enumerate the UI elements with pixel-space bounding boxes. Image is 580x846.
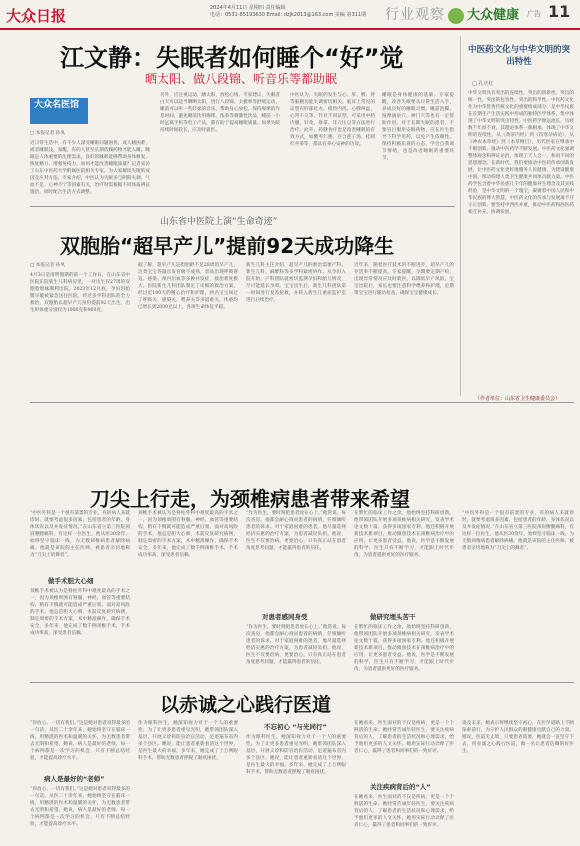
article4-body-col4: 在她看来，医生面对的不仅是疾病，更是一个个鲜活的生命。她经常告诫年轻医生，要关注疾病背后的人，了解患者的生活状况和心理需求，给予他们更多的人文关怀。她用实际行动诠释了医者仁心，赢得了患者和同事们的一致好评。 xyxy=(354,721,454,754)
article2-body-col3: 新生儿科主任介绍，超早产儿的救治需要产科、新生儿科、麻醉科等多学科紧密协作。从孕妇入院开始，产科团队就密切监测孕妇和胎儿情况，尽可能延长孕周。宝宝出生后，新生儿科团队第一时间进行复苏抢救，并转入新生儿重症监护室进行后续治疗。 xyxy=(246,263,346,303)
article3-body-col4: 在繁忙的临床工作之余，他始终坚持科研创新。他带领团队开展多项颈椎病相关研究，发表学术论文数十篇，获得多项国家专利。他还积极开展新技术新项目，推动微创技术在颈椎病治疗中的应用，让更多患者受益。他说，医学是不断发展的科学，医生只有不断学习，才能跟上时代步伐，为患者提供更好的医疗服务。 xyxy=(354,511,454,558)
article4-body-col2: 作为眼科医生，她深知视力对于一个人的重要性。为了让更多患者重见光明，她带领团队深入基层，开展义诊和防盲治盲活动，足迹遍布省内多个县区。她说，能让患者重新看清这个世界，是医生最大的幸福。多年来，她完成了上万例眼科手术，帮助无数患者摆脱了眼疾困扰。 xyxy=(138,721,238,761)
brand-logo-icon xyxy=(448,8,464,24)
article3-body-col1b: 颈椎手术被认为是脊柱外科中难度最高的手术之一，因为颈椎周围有脊髓、神经、血管等重要结构，稍有不慎就可能造成严重后果。面对高风险的手术，他总是胆大心细，术前反复研究病例，制定周密的手术方案，术中精准操作，确保手术安全。多年来，他完成了数千例颈椎手术，手术成功率高，深受患者信赖。 xyxy=(30,589,130,636)
ad-label: 广告 xyxy=(527,10,541,18)
column-divider xyxy=(460,36,461,396)
column-label: 大众名医馆 xyxy=(30,98,88,124)
article2-body-col1: 4月3日是清明假期的前一个工作日，在山东省中医院东院新生儿科病房里，一对出生仅27周的双胞胎姐妹顺利出院。2023年12月底，孕妇因胎膜早破被紧急送往医院，经过多学科团队的全力救治，双胞胎以超早产儿身份提前92天出生，出生时体重分别仅为1000克和960克。 xyxy=(30,273,130,313)
issue-info xyxy=(210,5,366,19)
article2-title: 双胞胎“超早产儿”提前92天成功降生 xyxy=(60,234,395,258)
brand xyxy=(448,4,519,24)
article3-body-col1: “中医外科是一个很有前景的专业，有的病人来就诊时，就要考虑很多因素，包括患者的年龄、身体状况以及并发症情况。”在山东省立第三医院颈肩腰腿痛科，有这样一位医生，他从医30余年，始终坚守临床一线，为无数颈椎病患者解除病痛。他就是该院的主任医师，被患者亲切地称为“刀尖上的舞者”。 xyxy=(30,511,130,558)
article3-subhead-3: 做研究埋头苦干 xyxy=(370,613,416,621)
article3-title: 刀尖上行走，为颈椎病患者带来希望 xyxy=(90,487,410,511)
article2-kicker: 山东省中医院上演“生命奇迹” xyxy=(160,217,278,227)
article1-body-col1: 近日常生活中，有不少人深受睡眠问题困扰，或人睡困难，或者睡眠浅，易醒，有的人甚至长期依赖药物才能入睡。睡眠是人体重要的生理需求，良好的睡眠能够帮助身体修复、恢复精力、增强免疫力。如何才能改善睡眠质量？记者采访了山东中医药大学附属医院相关专家，为大家解读失眠的成因及应对方法。专家介绍，中医认为失眠多与阴阳失调、气血不足、心神不宁等因素有关，治疗时需根据不同体质辨证施治，同时配合生活方式调整。 xyxy=(30,141,150,195)
article4-body-col1b: “你放心，一切有我们。”这是她对患者说得最多的一句话。从医二十余年来，她始终坚守在临床一线，用精湛的医术和温暖的关怀，为无数患者带去光明和希望。她说，病人是最好的老师，每一个病例都是一次学习的机会，只有不断总结经验，才能提高诊疗水平。 xyxy=(30,787,130,827)
brand-name: 大众健康 xyxy=(467,8,520,23)
article1-subtitle: 晒太阳、做八段锦、听音乐等都助眠 xyxy=(145,72,338,86)
article4-subhead-2: 不忘初心 “与光同行” xyxy=(264,723,327,731)
side-article-footnote: （作者单位：山东省卫生健康委员会） xyxy=(475,396,561,402)
article3-subhead-2: 对患者感同身受 xyxy=(262,613,308,621)
article4-subhead-1: 病人是最好的“老师” xyxy=(44,775,105,783)
article1-body-col4: 睡眠是身体健康的基础。专家提醒，改善失眠要从日常生活入手，养成良好的睡眠习惯。睡前泡脚、按摩涌泉穴、神门穴等也有一定帮助作用。对于长期失眠的患者，不要盲目服用安眠药物，应在医生指导下科学用药，以免产生依赖性。保持积极乐观的心态，学会自我调节情绪，也是改善睡眠的重要环节。 xyxy=(382,93,454,161)
masthead xyxy=(0,0,580,30)
divider-line xyxy=(30,402,574,403)
article3-subhead-1: 做手术胆大心细 xyxy=(48,577,94,585)
section-name: 行业观察 xyxy=(385,7,445,23)
article3-body-col5: “中医外科是一个很有前景的专业，有的病人来就诊时，就要考虑很多因素，包括患者的年龄、身体状况以及并发症情况。”在山东省立第三医院颈肩腰腿痛科，有这样一位医生，他从医30余年，始终坚守临床一线，为无数颈椎病患者解除病痛。他就是该院的主任医师，被患者亲切地称为“刀尖上的舞者”。 xyxy=(462,511,574,551)
page-number: 11 xyxy=(548,2,571,21)
article3-body-col3: “作为医生，要时刻把患者放在心上。”他常说。每次查房，他都会耐心询问患者的病情，仔细倾听患者的诉求。对于家庭困难的患者，他尽量选择经济实惠的治疗方案，为患者减轻负担。他说，医生不仅要治病，更要治心，只有真正站在患者角度思考问题，才能赢得患者的信任。 xyxy=(246,511,346,551)
divider-line xyxy=(30,682,574,683)
side-article-title: 中医药文化与中华文明的突出特性 xyxy=(467,45,570,67)
newspaper-logo: 大众日报 xyxy=(6,7,67,25)
article2-body-col2: 据了解，超早产儿是指胎龄不足28周的早产儿，这类宝宝各器官发育极不成熟，容易出现呼吸窘迫、感染、颅内出血等多种并发症，救治难度极大。医院新生儿科团队制定了详细的救治方案，经过近100天的精心治疗和护理，两名宝宝闯过了呼吸关、感染关、喂养关等多道难关，体重均已增长到2000克以上，各项生命体征平稳。 xyxy=(138,263,238,310)
article1-byline: □ 本报记者 孙凤 xyxy=(30,131,65,136)
article3-body-col3b: “作为医生，要时刻把患者放在心上。”他常说。每次查房，他都会耐心询问患者的病情，仔细倾听患者的诉求。对于家庭困难的患者，他尽量选择经济实惠的治疗方案，为患者减轻负担。他说，医生不仅要治病，更要治心，只有真正站在患者角度思考问题，才能赢得患者的信任。 xyxy=(246,625,346,665)
side-article-body: 中华文明具有突出的连续性、突出的创新性、突出的统一性、突出的包容性、突出的和平性。中医药文化作为中华优秀传统文化的重要组成部分，是中华民族在长期生产生活实践中形成的独特医学体系，集中体现了中华文明的突出特性。中医药学源远流长，历经数千年而不衰，其理论体系一脉相承，体现了中华文明的连续性。从《黄帝内经》到《伤寒杂病论》，从《神农本草经》到《本草纲目》，历代医家在继承中不断创新，推动中医药学不断发展。中医药文化强调整体观念和辨证论治，体现了天人合一、和而不同的思想理念。在新时代，我们要推动中医药传承创新发展，让中医药文化更好地服务人民健康，为建设健康中国、推动构建人类卫生健康共同体贡献力量。中医药学包含着中华民族几千年的健康养生理念及其实践经验，是中华文明的一个瑰宝，凝聚着中国人民和中华民族的博大智慧。中医药文化的传承与发展离不开守正创新，要坚持中西医并重，推动中医药和西医药相互补充、协调发展。 xyxy=(468,91,574,215)
article4-body-col3: 作为眼科医生，她深知视力对于一个人的重要性。为了让更多患者重见光明，她带领团队深入基层，开展义诊和防盲治盲活动，足迹遍布省内多个县区。她说，能让患者重新看清这个世界，是医生最大的幸福。多年来，她完成了上万例眼科手术，帮助无数患者摆脱了眼疾困扰。 xyxy=(246,735,346,775)
article4-subhead-3: 关注疾病背后的“人” xyxy=(370,783,431,791)
article3-body-col4b: 在繁忙的临床工作之余，他始终坚持科研创新。他带领团队开展多项颈椎病相关研究，发表学术论文数十篇，获得多项国家专利。他还积极开展新技术新项目，推动微创技术在颈椎病治疗中的应用，让更多患者受益。他说，医学是不断发展的科学，医生只有不断学习，才能跟上时代步伐，为患者提供更好的医疗服务。 xyxy=(354,625,454,672)
article4-body-col4b: 在她看来，医生面对的不仅是疾病，更是一个个鲜活的生命。她经常告诫年轻医生，要关注疾病背后的人，了解患者的生活状况和心理需求，给予他们更多的人文关怀。她用实际行动诠释了医者仁心，赢得了患者和同事们的一致好评。 xyxy=(354,795,454,828)
issue-date: 2024年4月11日 星期四 责任编辑 xyxy=(210,5,286,11)
article1-body-col3: 中医认为，失眠的发生与心、肝、脾、肾等脏腑功能失调密切相关。临床上常见的证型有肝郁化火、痰热内扰、心脾两虚、心肾不交等。针对不同证型，可采用中药内服、针灸、推拿、耳穴压豆等方法进行治疗。此外，药膳食疗也是改善睡眠的有效方式，如酸枣仁粥、百合莲子汤、桂圆红枣茶等，都具有养心安神的功效。 xyxy=(290,93,375,147)
article2-byline: □ 本报记者 孙凤 xyxy=(30,263,65,268)
article4-title: 以赤诚之心践行医道 xyxy=(160,694,332,716)
article4-body-col5: 谈及未来，她表示将继续坚守初心，在医学道路上不断探索前行，为守护人民群众的眼健康贡献自己的力量。她说，医道无止境，只要患者需要，她就会一直坚守下去，用赤诚之心践行医道，做一名让患者信赖的好医生。 xyxy=(462,721,574,754)
article1-title: 江文静：失眠者如何睡个“好”觉 xyxy=(60,44,404,72)
article1-body-col2: 另外，应注重运动，晒太阳，放松心情。专家建议，失眠者白天可以适当晒晒太阳，进行八段锦、太极拳等舒缓运动，睡前可以听一些轻柔的音乐，帮助身心放松。保持规律的作息时间，避免睡前饮用咖啡、浓茶等刺激性饮品，睡前一小时远离手机等电子产品，都有助于提高睡眠质量。如果失眠持续时间较长，应及时就医。 xyxy=(160,93,280,133)
divider-line xyxy=(30,206,455,207)
side-article-byline: □ 孔庆红 xyxy=(472,81,494,87)
article4-body-col1: “你放心，一切有我们。”这是她对患者说得最多的一句话。从医二十余年来，她始终坚守在临床一线，用精湛的医术和温暖的关怀，为无数患者带去光明和希望。她说，病人是最好的老师，每一个病例都是一次学习的机会，只有不断总结经验，才能提高诊疗水平。 xyxy=(30,721,130,761)
article3-body-col2: 颈椎手术被认为是脊柱外科中难度最高的手术之一，因为颈椎周围有脊髓、神经、血管等重要结构，稍有不慎就可能造成严重后果。面对高风险的手术，他总是胆大心细，术前反复研究病例，制定周密的手术方案，术中精准操作，确保手术安全。多年来，他完成了数千例颈椎手术，手术成功率高，深受患者信赖。 xyxy=(138,511,238,558)
issue-contact: 电话：0531-85193630 Email: dzjk2013@163.com 美编 第311期 xyxy=(210,12,367,18)
article2-body-col4: 近年来，随着医疗技术的不断进步，超早产儿的存活率不断提高。专家提醒，孕期要定期产检，出现异常情况应及时就医，以降低早产风险。宝宝出院后，家长也要注意科学喂养和护理，定期带宝宝进行随访检查，确保宝宝健康成长。 xyxy=(354,263,454,296)
